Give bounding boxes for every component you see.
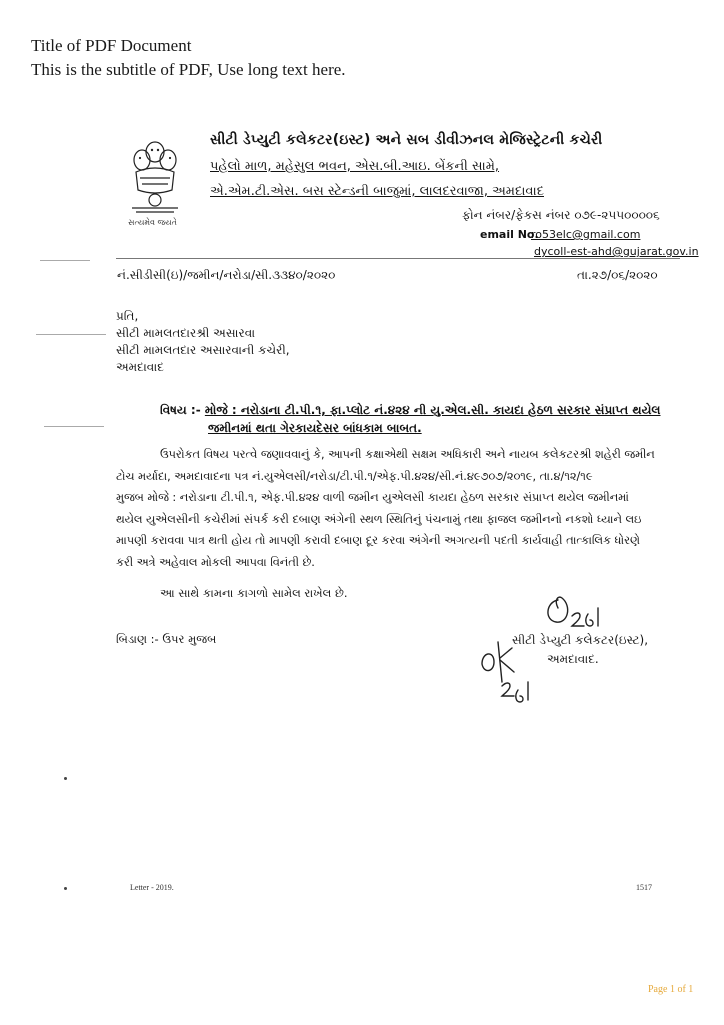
body-line: મુજબ મોજે : નરોડાના ટી.પી.૧, એફ.પી.૪૨૪ વાળી જમીન યુએલસી કાયદા હેઠળ સરકાર સંપ્રાપ્ત થયેલ જમીનમાં: [116, 491, 629, 504]
reference-number: નં.સીડીસી(ઇ)/જમીન/નરોડા/સી.૩૩૪૦/૨૦૨૦: [117, 268, 336, 282]
subject-line2: જમીનમાં થતા ગેરકાયદેસર બાંધકામ બાબત.: [208, 421, 422, 435]
office-address-line2: એ.એમ.ટી.એસ. બસ સ્ટેન્ડની બાજુમાં, લાલદરવાજા, અમદાવાદ: [210, 184, 544, 199]
recipient-block: [116, 308, 290, 376]
signatory-city: અમદાવાદ.: [547, 652, 599, 666]
handwritten-signature: [480, 586, 630, 710]
signatory-title: સીટી ડેપ્યુટી કલેકટર(ઇસ્ટ),: [512, 633, 649, 647]
pdf-header: [31, 34, 346, 82]
subject-block: [160, 401, 661, 437]
email-label: email No.: [480, 228, 539, 241]
pdf-title: Title of PDF Document: [31, 36, 192, 55]
recipient-line3: અમદાવાદ: [116, 360, 164, 374]
email-secondary: dycoll-est-ahd@gujarat.gov.in: [534, 245, 699, 258]
recipient-prefix: પ્રતિ,: [116, 309, 139, 323]
pdf-subtitle: This is the subtitle of PDF, Use long text here.: [31, 60, 346, 79]
office-name: સીટી ડેપ્યુટી કલેકટર(ઇસ્ટ) અને સબ ડીવીઝનલ મેજિસ્ટ્રેટની કચેરી: [210, 132, 603, 148]
emblem-motto: સત્યમેવ જયતે: [128, 218, 177, 227]
page-indicator: Page 1 of 1: [648, 984, 694, 995]
body-line: થયેલ યુએલસીની કચેરીમાં સંપર્ક કરી દબાણ અંગેની સ્થળ સ્થિતિનું પંચનામું તથા ફાજલ જમીનનો નકશો ધ્યાને લઇ: [116, 512, 642, 526]
email-primary: ro53elc@gmail.com: [531, 228, 641, 241]
office-phone: ફોન નંબર/ફેકસ નંબર ૦૭૯-૨૫૫૦૦૦૦૬: [462, 208, 660, 222]
letter-body: [116, 444, 676, 573]
body-line: કરી અત્રે અહેવાલ મોકલી આપવા વિનંતી છે.: [116, 555, 315, 569]
scanned-letter: [0, 108, 724, 983]
body-line: માપણી કરાવવા પાત્ર થતી હોય તો માપણી કરાવી દબાણ દૂર કરવા અંગેની અગત્યની પદતી કાર્યવાહી તાત્કાલિક ધોરણે: [116, 534, 640, 547]
subject-label: વિષય :-: [160, 403, 201, 417]
scan-mark: [36, 334, 106, 335]
footer-left: Letter - 2019.: [130, 883, 174, 892]
subject-line1: મોજે : નરોડાના ટી.પી.૧, ફા.પ્લોટ નં.૪૨૪ ની યુ.એલ.સી. કાયદા હેઠળ સરકાર સંપ્રાપ્ત થયેલ: [204, 403, 661, 417]
scan-mark: [40, 260, 90, 261]
body-line: ઉપરોકત વિષય પરત્વે જણાવવાનું કે, આપની કક્ષાએથી સક્ષમ અધિકારી અને નાયબ કલેકટરશ્રી શહેરી જમીન: [160, 448, 655, 461]
recipient-line2: સીટી મામલતદાર અસારવાની કચેરી,: [116, 343, 290, 357]
national-emblem-icon: [126, 138, 184, 230]
body-line: ટોચ મર્યાદા, અમદાવાદના પત્ર નં.યુએલસી/નરોડા/ટી.પી.૧/એફ.પી.૪૨૪/સી.નં.૪૯૭૦૭/૨૦૧૯, તા.૪/૧૨/૧૯: [116, 469, 593, 483]
recipient-line1: સીટી મામલતદારશ્રી અસારવા: [116, 326, 256, 340]
office-address-line1: પહેલો માળ, મહેસુલ ભવન, એસ.બી.આઇ. બેંકની સામે,: [210, 159, 500, 174]
scan-speck: [64, 777, 67, 780]
reference-date: તા.૨૭/૦૬/૨૦૨૦: [577, 268, 658, 282]
enclosure-note: બિડાણ :- ઉપર મુજબ: [116, 632, 217, 646]
scan-mark: [44, 426, 104, 427]
attachment-note: આ સાથે કામના કાગળો સામેલ રાખેલ છે.: [160, 586, 348, 600]
footer-right: 1517: [636, 883, 652, 892]
scan-speck: [64, 887, 67, 890]
letterhead-rule: [116, 258, 680, 259]
